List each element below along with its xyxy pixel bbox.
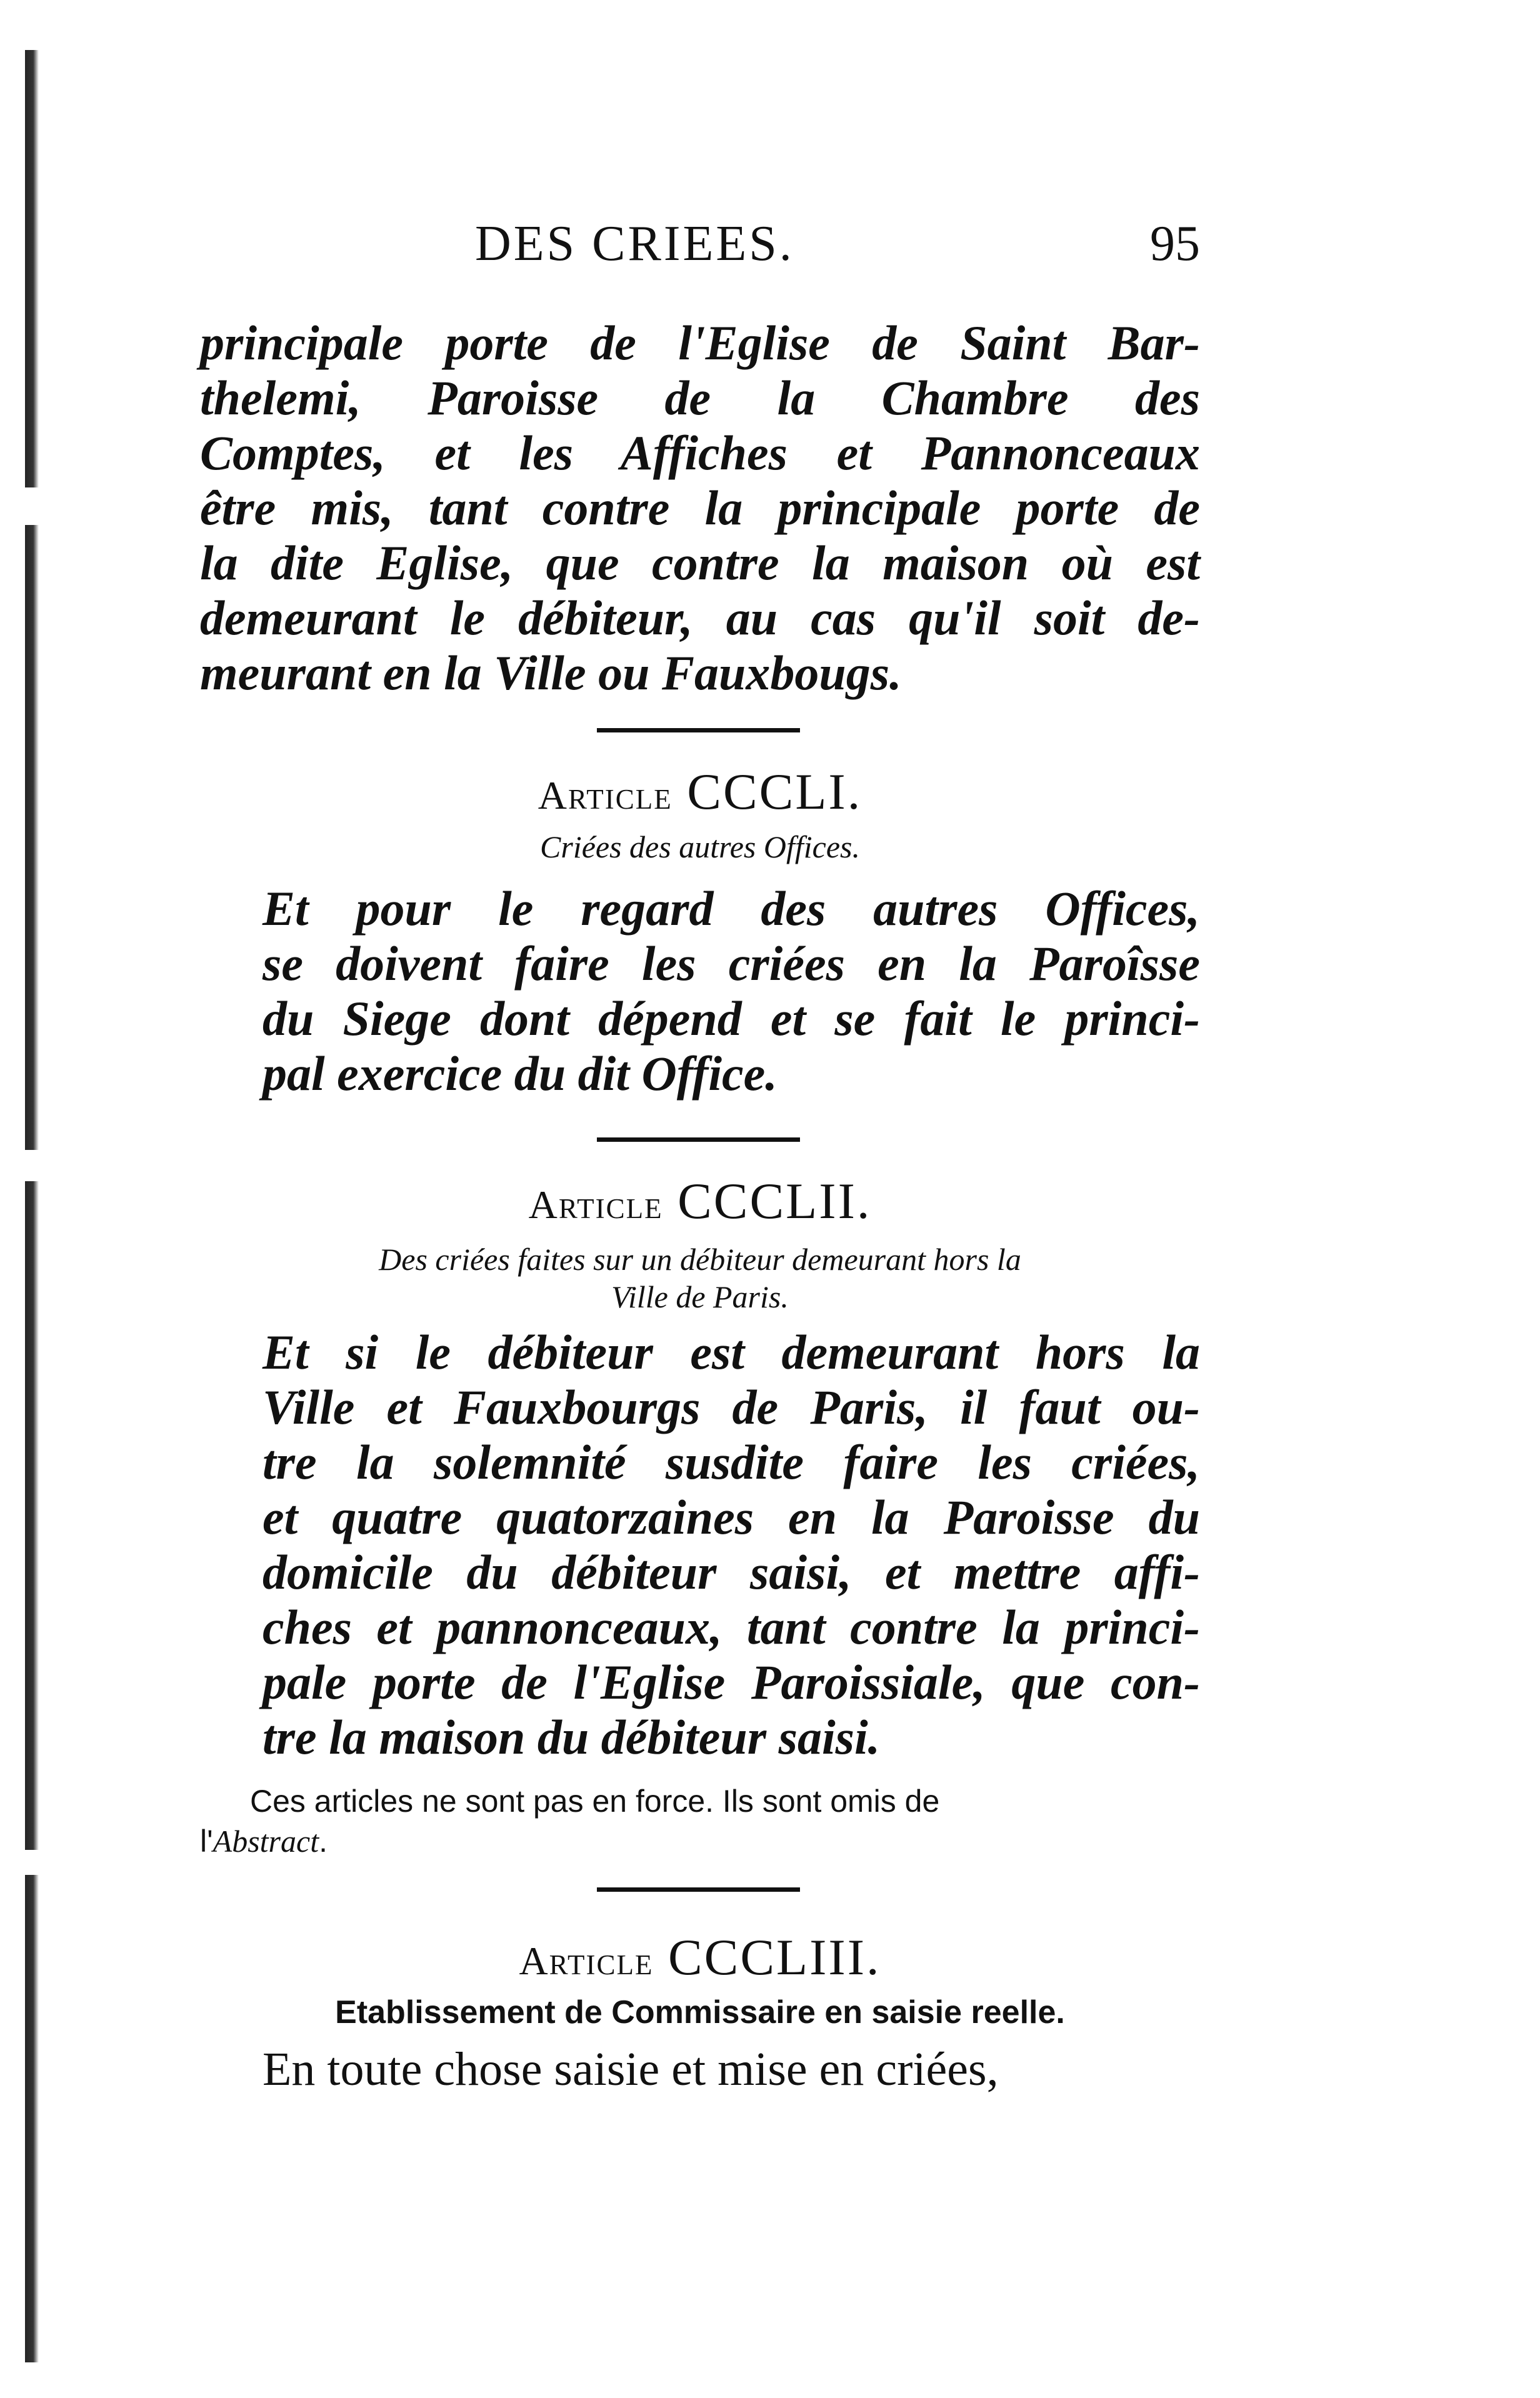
text-line: meurant en la Ville ou Fauxbougs. [200,646,902,700]
binding-edge [25,50,39,2362]
section-rule [597,728,800,732]
binding-gap [22,1150,44,1181]
continued-paragraph [200,316,1200,701]
text-line: pale porte de l'Eglise Paroissiale, que con- [262,1655,1200,1709]
article-word: Article [519,1939,654,1983]
text-line: du Siege dont dépend et se fait le princi- [262,991,1200,1046]
text-line: et quatre quatorzaines en la Paroisse du [262,1490,1200,1544]
note-text: Ces articles ne sont pas en force. Ils sont omis de [250,1784,940,1819]
page-header [200,216,1200,272]
text-line: En toute chose saisie et mise en criées, [262,2043,999,2096]
article-word: Article [528,1182,663,1227]
text-line: tre la maison du débiteur saisi. [262,1710,881,1764]
text-line: la dite Eglise, que contre la maison où est [200,536,1200,590]
article-word: Article [538,773,672,817]
binding-gap [22,1850,44,1875]
text-line: Et pour le regard des autres Offices, [262,881,1200,936]
text-line: pal exercice du dit Office. [262,1046,778,1101]
page-number: 95 [1150,216,1200,271]
text-line: tre la solemnité susdite faire les criées, [262,1435,1200,1489]
article-paragraph [200,1325,1200,1765]
text-line: Ville et Fauxbourgs de Paris, il faut ou- [262,1380,1200,1434]
article-number: CCCLIII. [668,1929,881,1986]
article-subtitle [200,1241,1200,1316]
article-paragraph [200,881,1200,1101]
article-subtitle: Etablissement de Commissaire en saisie reelle. [335,1994,1065,2031]
text-line: principale porte de l'Eglise de Saint Bar- [200,316,1200,370]
article-heading [200,762,1200,821]
binding-gap [22,487,44,525]
subtitle-line: Des criées faites sur un débiteur demeurant hors la [379,1242,1021,1277]
note-italic: Abstract [212,1824,319,1859]
article-heading [200,1928,1200,1987]
note-prefix: l' [200,1824,213,1859]
editor-note [200,1781,1200,1861]
text-line: Comptes, et les Affiches et Pannonceaux [200,426,1200,480]
text-line: domicile du débiteur saisi, et mettre affi- [262,1545,1200,1599]
section-rule [597,1137,800,1142]
article-number: CCCLI. [687,763,862,820]
section-rule [597,1887,800,1892]
note-suffix: . [319,1824,328,1859]
text-line: Et si le débiteur est demeurant hors la [262,1325,1200,1379]
subtitle-line: Ville de Paris. [611,1279,789,1314]
text-line: se doivent faire les criées en la Paroîsse [262,936,1200,991]
text-line: demeurant le débiteur, au cas qu'il soit de- [200,591,1200,645]
article-number: CCCLII. [678,1172,872,1229]
article-heading [200,1172,1200,1231]
text-line: ches et pannonceaux, tant contre la princi- [262,1600,1200,1654]
article-subtitle: Criées des autres Offices. [540,829,860,864]
text-line: être mis, tant contre la principale porte de [200,481,1200,535]
running-title: DES CRIEES. [475,216,794,271]
text-line: thelemi, Paroisse de la Chambre des [200,371,1200,425]
